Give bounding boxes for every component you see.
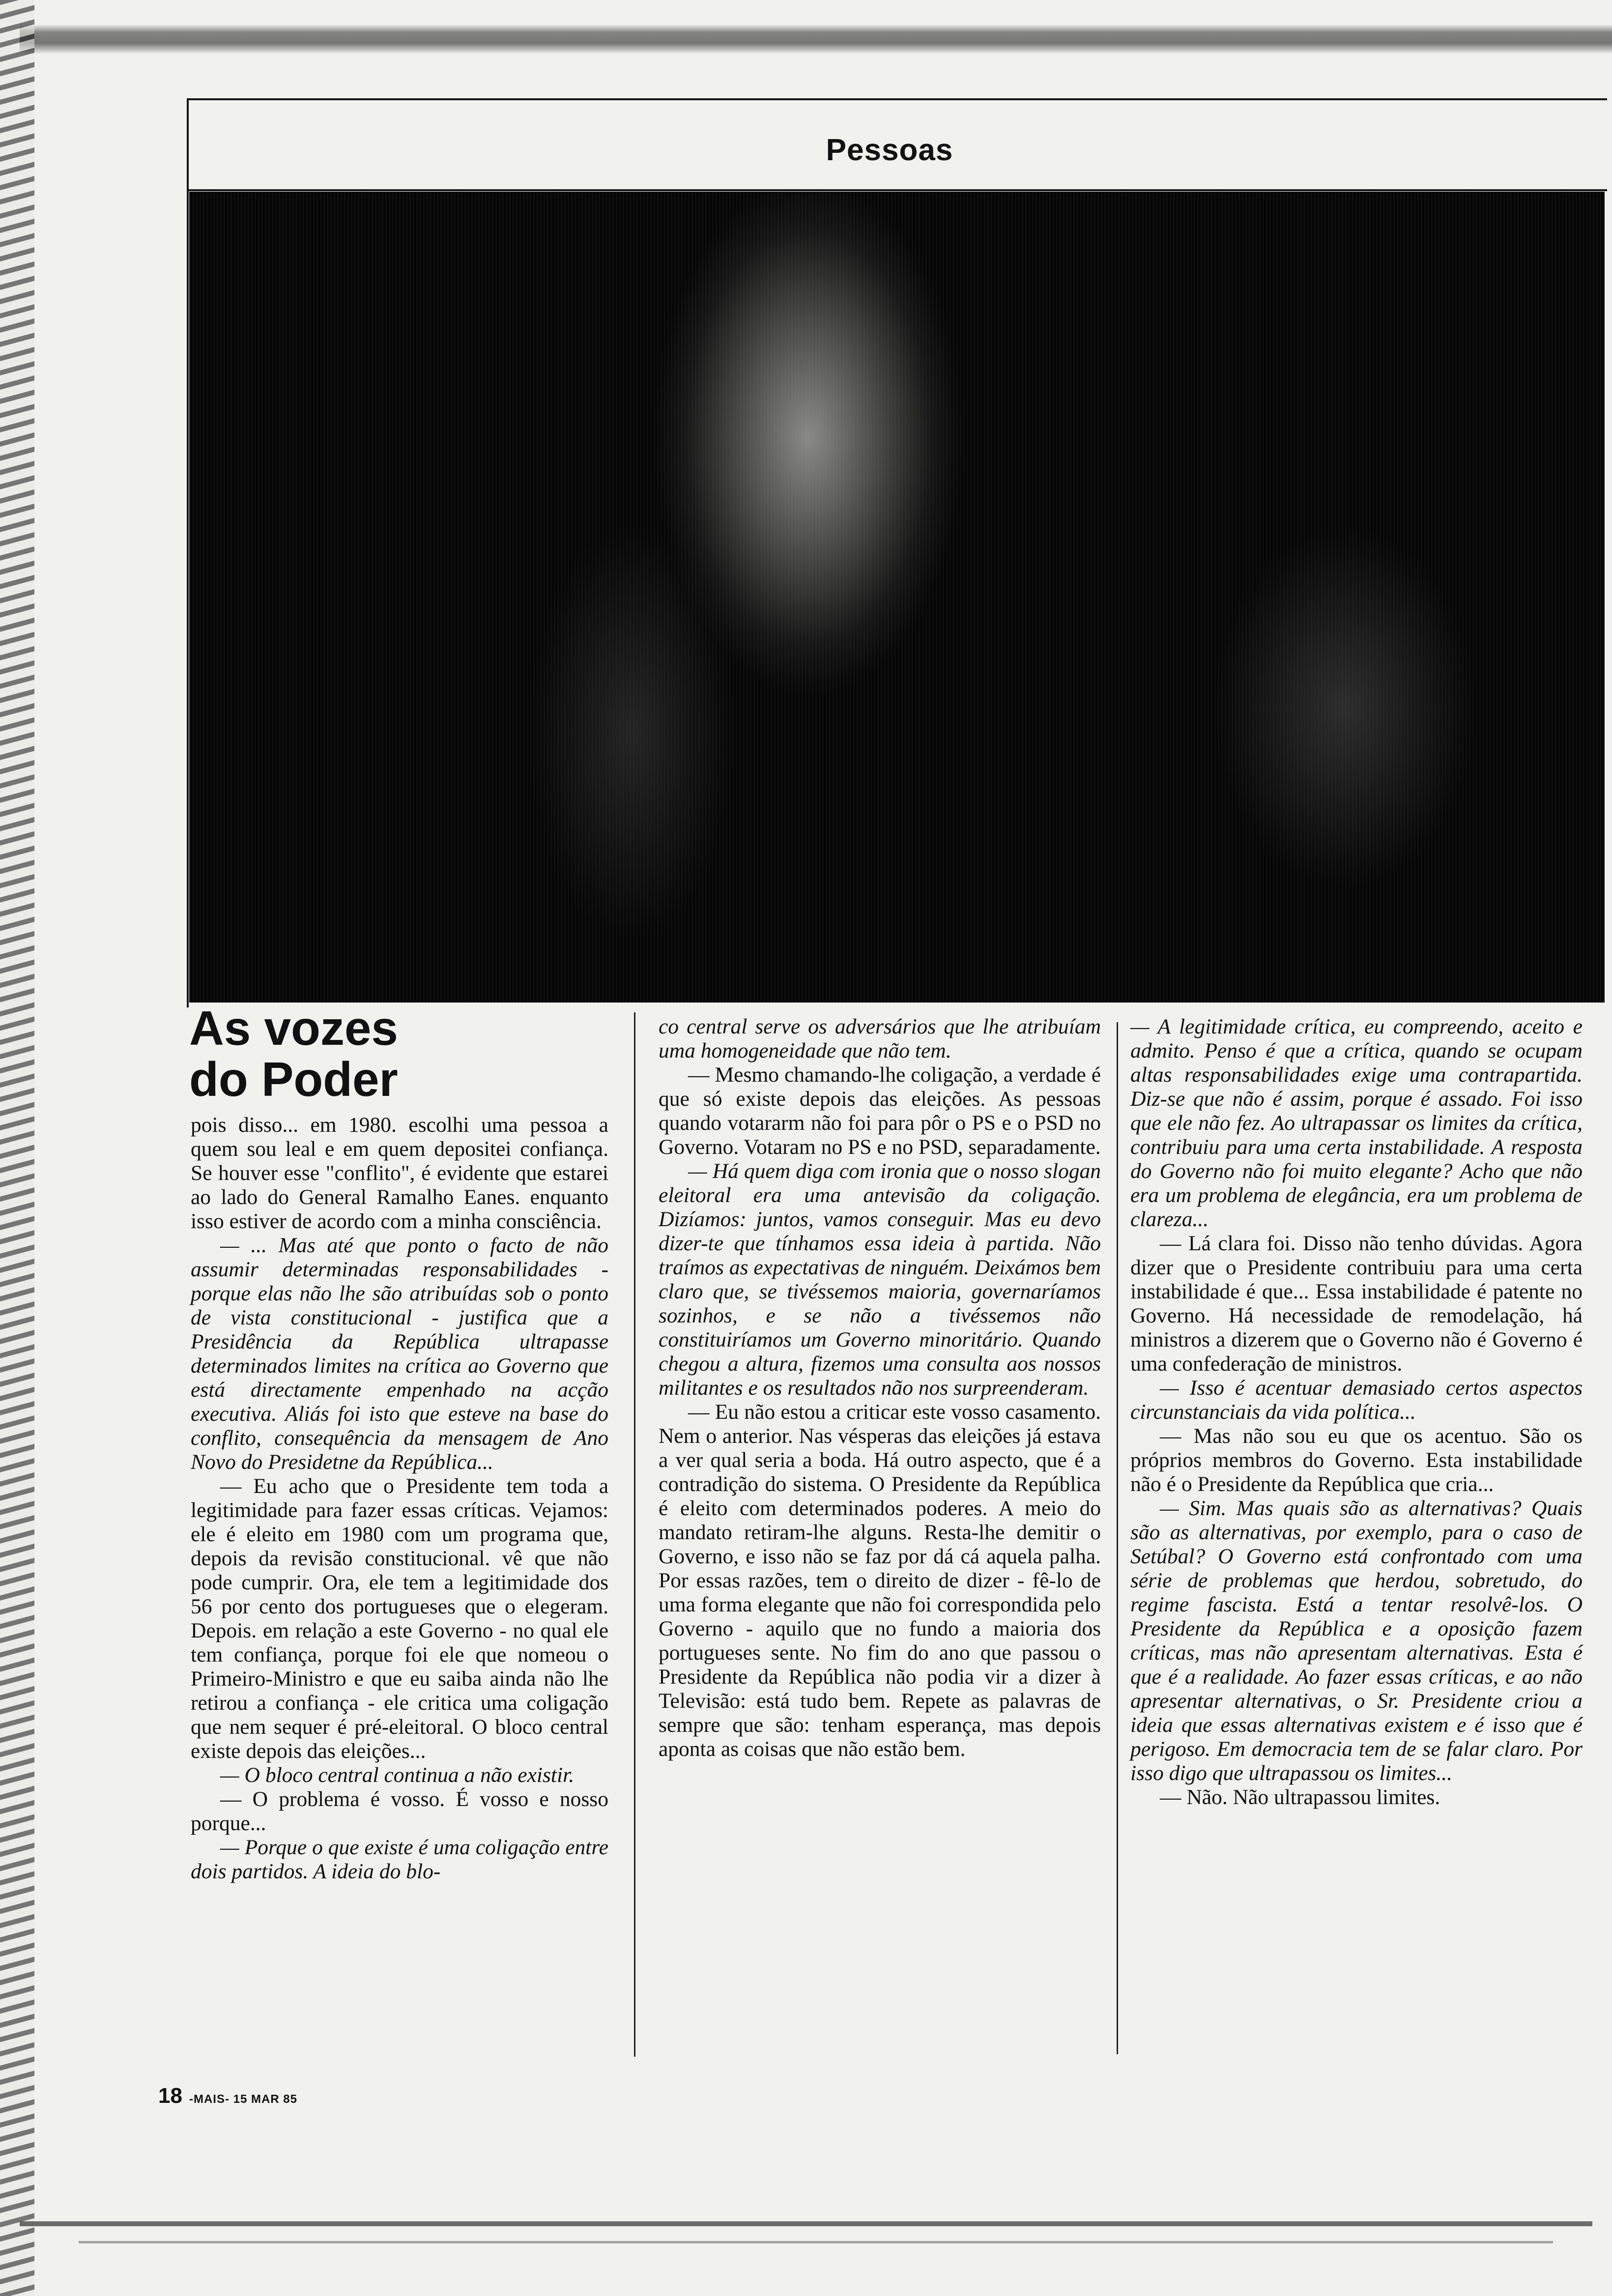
text-column-1 xyxy=(191,1113,608,1884)
page-footer xyxy=(158,2084,297,2108)
text-column-2 xyxy=(659,1015,1101,1761)
section-label: Pessoas xyxy=(826,133,953,167)
paragraph: — Eu não estou a criticar este vosso casamento. Nem o anterior. Nas vésperas das eleições já estava a ver qual seria a boda. Há outro aspecto, que é a contradição do sistema. O Presidente da República é eleito com determinados poderes. A meio do mandato retiram-lhe alguns. Resta-lhe demitir o Governo, e isso não se faz por dá cá aquela palha. Por essas razões, tem o direito de dizer - fê-lo de uma forma elegante que não foi correspondida pelo Governo - aquilo que no fundo a maioria dos portugueses sente. No fim do ano que passou o Presidente da República não podia vir a dizer à Televisão: está tudo bem. Repete as palavras de sempre que são: tenham esperança, mas depois aponta as coisas que não estão bem. xyxy=(659,1400,1101,1761)
paragraph: — Sim. Mas quais são as alternativas? Quais são as alternativas, por exemplo, para o caso de Setúbal? O Governo está confrontado com uma série de problemas que herdou, sobretudo, do regime fascista. Está a tentar resolvê-los. O Presidente da República e a oposição fazem críticas, mas não apresentam alternativas. Esta é que é a realidade. Ao fazer essas críticas, e ao não apresentar alternativas, o Sr. Presidente criou a ideia que essas alternativas existem e é isso que é perigoso. Em democracia tem de se falar claro. Por isso digo que ultrapassou os limites... xyxy=(1130,1496,1583,1785)
scan-artifact-top xyxy=(20,0,1612,54)
headline-line-2: do Poder xyxy=(189,1052,398,1106)
scan-artifact-bottom-2 xyxy=(79,2241,1553,2243)
page-number: 18 xyxy=(158,2084,182,2108)
scan-artifact-left xyxy=(0,0,34,2296)
paragraph: — Há quem diga com ironia que o nosso slogan eleitoral era uma antevisão da coligação. Dizíamos: juntos, vamos conseguir. Mas eu devo dizer-te que tínhamos essa ideia à partida. Não traímos as expectativas de ninguém. Deixámos bem claro que, se tivéssemos maioria, governaríamos sozinhos, e se não a tivéssemos não constituiríamos um Governo minoritário. Quando chegou a altura, fizemos uma consulta aos nossos militantes e os resultados não nos surpreenderam. xyxy=(659,1159,1101,1400)
headline-line-1: As vozes xyxy=(189,1001,398,1055)
paragraph: — Porque o que existe é uma coligação entre dois partidos. A ideia do blo- xyxy=(191,1836,608,1883)
column-divider xyxy=(634,1012,635,2057)
paragraph: — Mesmo chamando-lhe coligação, a verdade é que só existe depois das eleições. As pessoas quando votararm não foi para pôr o PS e o PSD no Governo. Votaram no PS e no PSD, separadamente. xyxy=(659,1063,1101,1159)
frame-top-rule xyxy=(187,98,1607,100)
paragraph: — ... Mas até que ponto o facto de não assumir determinadas responsabilidades - porque elas não lhe são atribuídas sob o ponto de vista constitucional - justifica que a Presidência da República ultrapasse determinados limites na crítica ao Governo que está directamente empenhado na acção executiva. Aliás foi isto que esteve na base do conflito, consequência da mensagem de Ano Novo do Presidetne da República... xyxy=(191,1234,608,1474)
article-photo xyxy=(189,192,1605,1003)
frame-left-rule xyxy=(187,98,189,1007)
section-under-rule xyxy=(187,189,1607,191)
paragraph: pois disso... em 1980. escolhi uma pessoa a quem sou leal e em quem depositei confiança. Se houver esse "conflito", é evidente que estarei ao lado do General Ramalho Eanes. enquanto isso estiver de acordo com a minha consciência. xyxy=(191,1113,608,1233)
column-divider xyxy=(1117,1022,1118,2054)
text-column-3 xyxy=(1130,1015,1583,1809)
paragraph: — Não. Não ultrapassou limites. xyxy=(1160,1785,1440,1809)
headline xyxy=(189,1003,464,1105)
scan-artifact-bottom xyxy=(20,2221,1592,2226)
paragraph: — Mas não sou eu que os acentuo. São os próprios membros do Governo. Esta instabilidade não é o Presidente da República que cria... xyxy=(1130,1424,1583,1496)
issue-date: -MAIS- 15 MAR 85 xyxy=(189,2093,297,2106)
paragraph: — O bloco central continua a não existir. xyxy=(220,1763,575,1787)
paragraph: — Eu acho que o Presidente tem toda a legitimidade para fazer essas críticas. Vejamos: ele é eleito em 1980 com um programa que, depois da revisão constitucional. vê que não pode cumprir. Ora, ele tem a legitimidade dos 56 por cento dos portugueses que o elegeram. Depois. em relação a este Governo - no qual ele tem confiança, porque foi ele que nomeou o Primeiro-Ministro e que eu saiba ainda não lhe retirou a confiança - ele critica uma coligação que nem sequer é pré-eleitoral. O bloco central existe depois das eleições... xyxy=(191,1474,608,1763)
paragraph: co central serve os adversários que lhe atribuíam uma homogeneidade que não tem. xyxy=(659,1015,1101,1062)
paragraph: — A legitimidade crítica, eu compreendo, aceito e admito. Penso é que a crítica, quando se ocupam altas responsabilidades exige uma contrapartida. Diz-se que não é assim, porque é assado. Foi isso que ele não fez. Ao ultrapassar os limites da crítica, contribuiu para uma certa instabilidade. A resposta do Governo não foi muito elegante? Acho que não era um problema de elegância, era um problema de clareza... xyxy=(1130,1015,1583,1231)
paragraph: — Lá clara foi. Disso não tenho dúvidas. Agora dizer que o Presidente contribuiu para uma certa instabilidade é que... Essa instabilidade é patente no Governo. Há necessidade de remodelação, há ministros a dizerem que o Governo não é Governo é uma confederação de ministros. xyxy=(1130,1232,1583,1376)
paragraph: — O problema é vosso. É vosso e nosso porque... xyxy=(191,1787,608,1835)
paragraph: — Isso é acentuar demasiado certos aspectos circunstanciais da vida política... xyxy=(1130,1376,1583,1424)
